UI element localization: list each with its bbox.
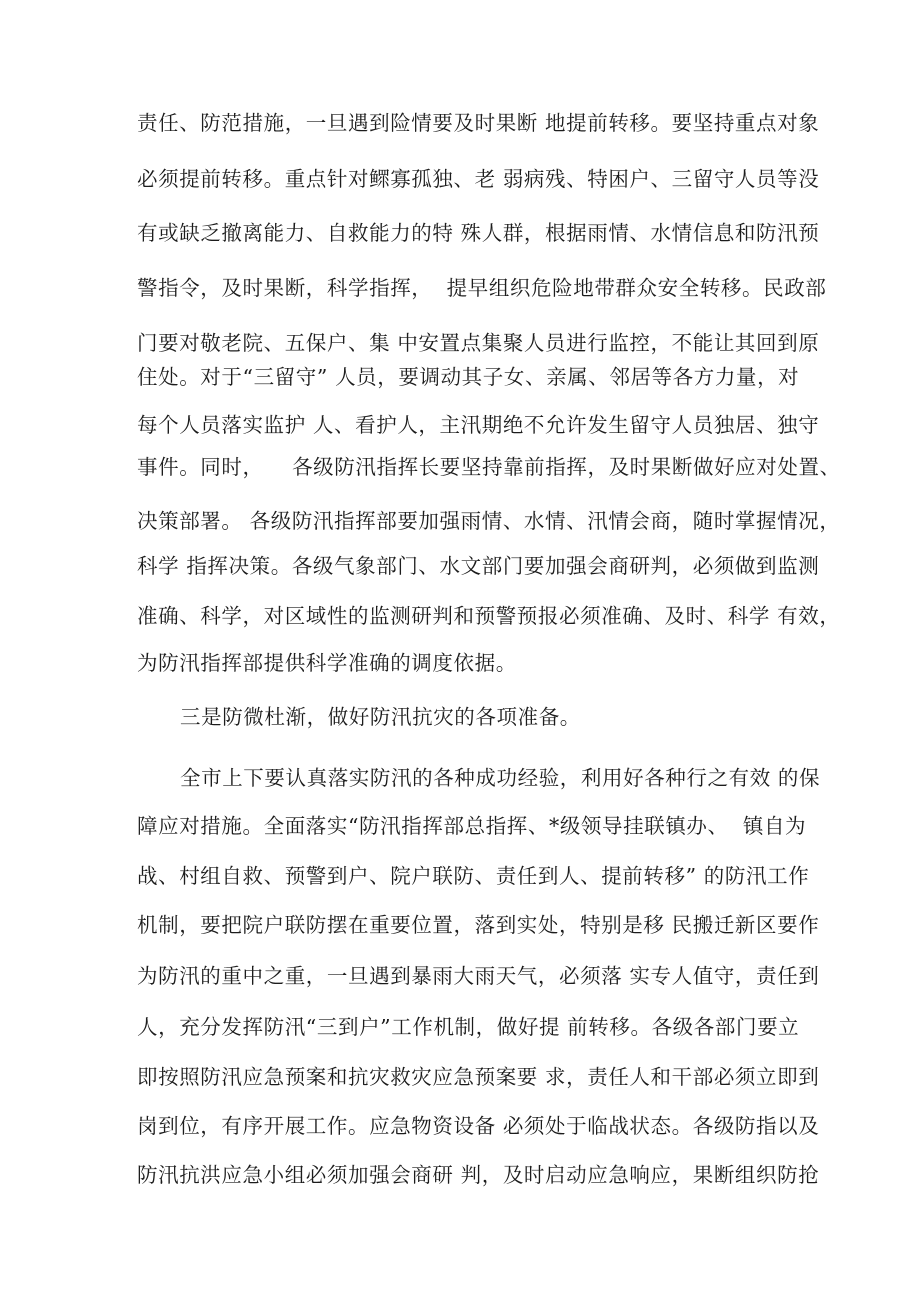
body-text-line: 事件。同时， 各级防汛指挥长要坚持靠前指挥，及时果断做好应对处置、 <box>137 455 841 479</box>
section-heading: 三是防微杜渐，做好防汛抗灾的各项准备。 <box>180 705 581 729</box>
body-text-line: 障应对措施。全面落实“防汛指挥部总指挥、*级领导挂联镇办、 镇自为 <box>137 814 807 838</box>
body-text-line: 机制，要把院户联防摆在重要位置，落到实处，特别是移 民搬迁新区要作 <box>137 913 820 937</box>
body-text-line: 住处。对于“三留守” 人员，要调动其子女、亲属、邻居等各方力量，对 <box>137 365 800 389</box>
body-text-line: 即按照防汛应急预案和抗灾救灾应急预案要 求，责任人和干部必须立即到 <box>137 1065 820 1089</box>
body-text-line: 警指令，及时果断，科学指挥， 提早组织危险地带群众安全转移。民政部 <box>137 276 827 300</box>
body-text-line: 门要对敬老院、五保户、集 中安置点集聚人员进行监控，不能让其回到原 <box>137 331 820 355</box>
body-text-line: 准确、科学，对区域性的监测研判和预警预报必须准确、及时、科学 有效， <box>137 604 841 628</box>
body-text-line: 有或缺乏撤离能力、自救能力的特 殊人群，根据雨情、水情信息和防汛预 <box>137 221 820 245</box>
body-text-line: 每个人员落实监护 人、看护人，主汛期绝不允许发生留守人员独居、独守 <box>137 413 820 437</box>
body-text-line: 战、村组自救、预警到户、院户联防、责任到人、提前转移” 的防汛工作 <box>137 864 810 888</box>
body-text-line: 人，充分发挥防汛“三到户”工作机制，做好提 前转移。各级各部门要立 <box>137 1015 800 1039</box>
body-text-line: 全市上下要认真落实防汛的各种成功经验，利用好各种行之有效 的保 <box>180 766 821 790</box>
body-text-line: 为防汛指挥部提供科学准确的调度依据。 <box>137 651 517 675</box>
body-text-line: 决策部署。 各级防汛指挥部要加强雨情、水情、汛情会商，随时掌握情况， <box>137 509 841 533</box>
body-text-line: 必须提前转移。重点针对鳏寡孤独、老 弱病残、特困户、三留守人员等没 <box>137 167 820 191</box>
body-text-line: 防汛抗洪应急小组必须加强会商研 判，及时启动应急响应，果断组织防抢 <box>137 1163 820 1187</box>
body-text-line: 为防汛的重中之重，一旦遇到暴雨大雨天气，必须落 实专人值守，责任到 <box>137 964 820 988</box>
body-text-line: 科学 指挥决策。各级气象部门、水文部门要加强会商研判，必须做到监测 <box>137 554 820 578</box>
body-text-line: 责任、防范措施，一旦遇到险情要及时果断 地提前转移。要坚持重点对象 <box>137 111 820 135</box>
body-text-line: 岗到位，有序开展工作。应急物资设备 必须处于临战状态。各级防指以及 <box>137 1114 820 1138</box>
